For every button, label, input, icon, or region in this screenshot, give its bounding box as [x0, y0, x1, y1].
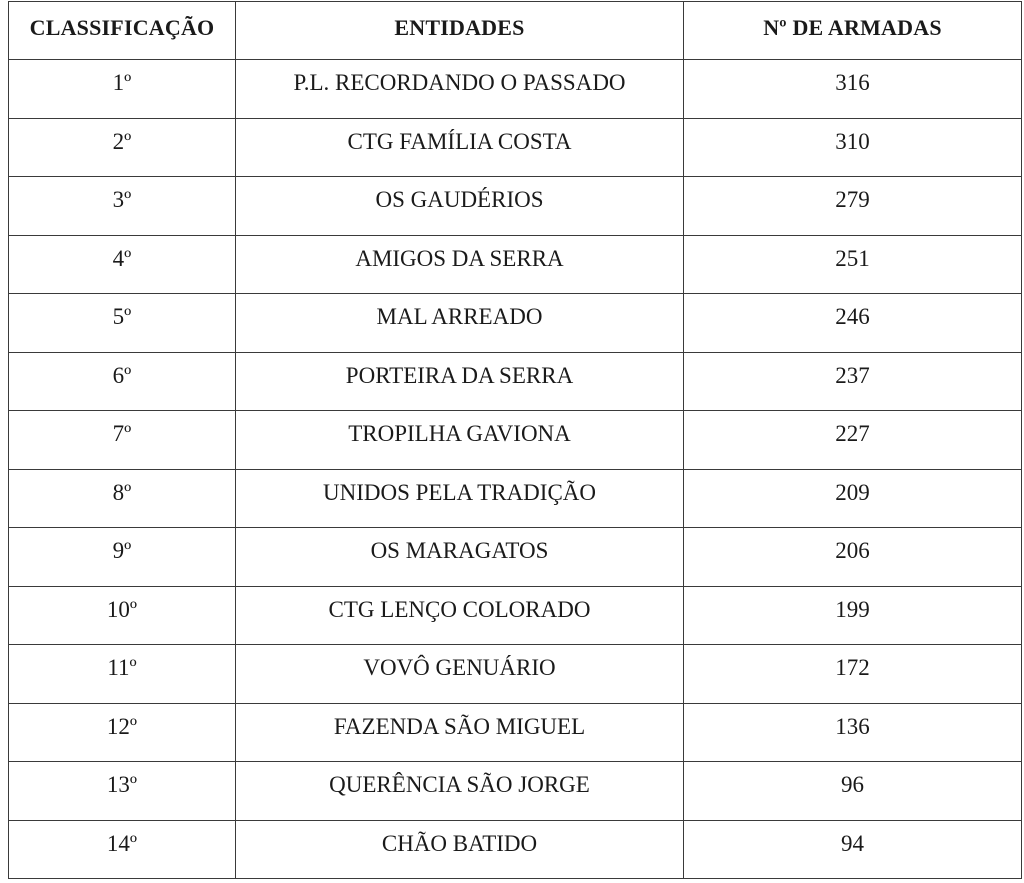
rank-cell: 13º	[9, 762, 236, 821]
entity-cell: UNIDOS PELA TRADIÇÃO	[236, 469, 684, 528]
entity-cell: CHÃO BATIDO	[236, 820, 684, 879]
entity-cell: MAL ARREADO	[236, 294, 684, 353]
table-row	[9, 294, 1022, 353]
table-row	[9, 703, 1022, 762]
table-row	[9, 762, 1022, 821]
count-cell: 227	[684, 411, 1022, 470]
table-row	[9, 235, 1022, 294]
entity-cell: FAZENDA SÃO MIGUEL	[236, 703, 684, 762]
count-cell: 310	[684, 118, 1022, 177]
count-cell: 279	[684, 177, 1022, 236]
count-cell: 251	[684, 235, 1022, 294]
rank-cell: 14º	[9, 820, 236, 879]
count-cell: 199	[684, 586, 1022, 645]
entity-cell: P.L. RECORDANDO O PASSADO	[236, 60, 684, 119]
rank-cell: 5º	[9, 294, 236, 353]
rank-cell: 10º	[9, 586, 236, 645]
rank-cell: 12º	[9, 703, 236, 762]
entity-cell: OS GAUDÉRIOS	[236, 177, 684, 236]
rank-cell: 4º	[9, 235, 236, 294]
entity-cell: CTG LENÇO COLORADO	[236, 586, 684, 645]
count-cell: 206	[684, 528, 1022, 587]
header-row	[9, 2, 1022, 60]
count-cell: 316	[684, 60, 1022, 119]
rank-cell: 7º	[9, 411, 236, 470]
table-row	[9, 60, 1022, 119]
header-entities: ENTIDADES	[236, 2, 684, 60]
count-cell: 94	[684, 820, 1022, 879]
header-armadas-count: Nº DE ARMADAS	[684, 2, 1022, 60]
table-row	[9, 411, 1022, 470]
table-row	[9, 118, 1022, 177]
rank-cell: 3º	[9, 177, 236, 236]
rank-cell: 1º	[9, 60, 236, 119]
table-row	[9, 177, 1022, 236]
entity-cell: VOVÔ GENUÁRIO	[236, 645, 684, 704]
header-classification: CLASSIFICAÇÃO	[9, 2, 236, 60]
entity-cell: OS MARAGATOS	[236, 528, 684, 587]
ranking-table	[8, 1, 1022, 879]
table-row	[9, 820, 1022, 879]
entity-cell: TROPILHA GAVIONA	[236, 411, 684, 470]
rank-cell: 8º	[9, 469, 236, 528]
table-row	[9, 352, 1022, 411]
rank-cell: 9º	[9, 528, 236, 587]
entity-cell: PORTEIRA DA SERRA	[236, 352, 684, 411]
entity-cell: QUERÊNCIA SÃO JORGE	[236, 762, 684, 821]
count-cell: 237	[684, 352, 1022, 411]
count-cell: 246	[684, 294, 1022, 353]
count-cell: 136	[684, 703, 1022, 762]
rank-cell: 2º	[9, 118, 236, 177]
entity-cell: AMIGOS DA SERRA	[236, 235, 684, 294]
count-cell: 209	[684, 469, 1022, 528]
table-row	[9, 528, 1022, 587]
rank-cell: 6º	[9, 352, 236, 411]
count-cell: 96	[684, 762, 1022, 821]
rank-cell: 11º	[9, 645, 236, 704]
entity-cell: CTG FAMÍLIA COSTA	[236, 118, 684, 177]
count-cell: 172	[684, 645, 1022, 704]
table-row	[9, 586, 1022, 645]
table-row	[9, 645, 1022, 704]
table-row	[9, 469, 1022, 528]
